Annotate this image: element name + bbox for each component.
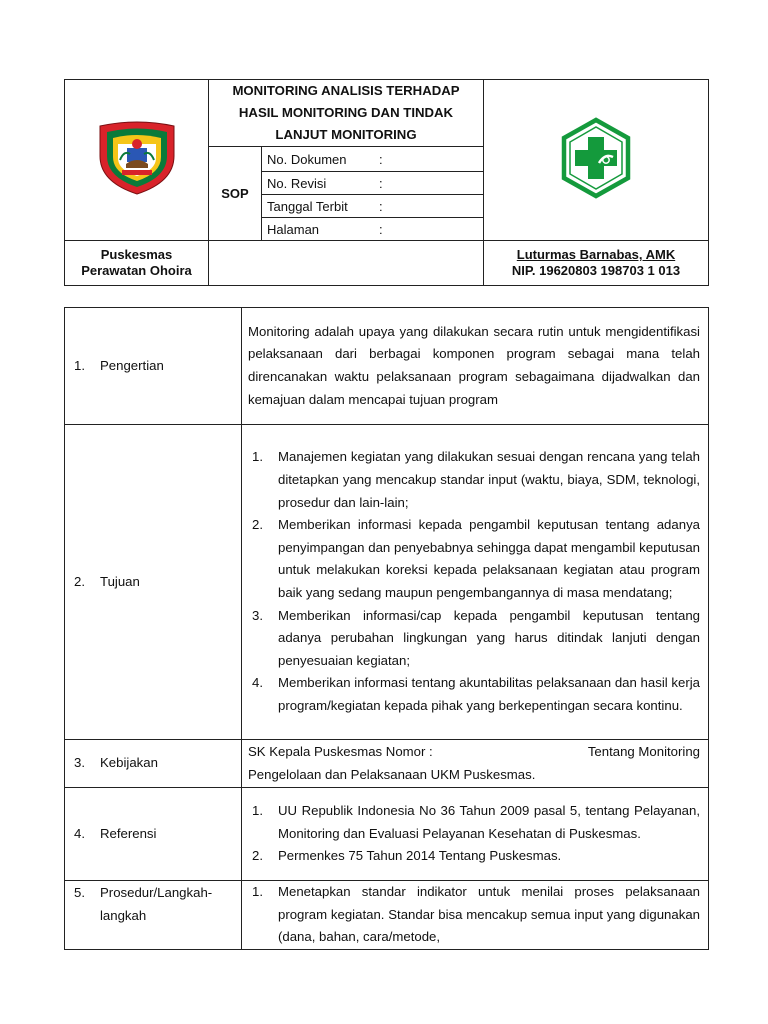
field-separator: : xyxy=(379,198,383,214)
item-text: Manajemen kegiatan yang dilakukan sesuai dengan rencana yang telah ditetapkan yang mencakup standar input (waktu, biaya, SDM, teknologi, prosedur dan lain-lain; xyxy=(278,449,700,510)
field-label: Halaman xyxy=(267,221,320,237)
field-separator: : xyxy=(379,151,383,167)
item-number: 2. xyxy=(252,517,263,533)
section-title: Tujuan xyxy=(100,573,140,589)
section-pengertian xyxy=(65,308,709,425)
field-label: No. Revisi xyxy=(267,175,327,191)
sop-label: SOP xyxy=(209,147,262,241)
item-number: 2. xyxy=(252,848,263,864)
item-number: 3. xyxy=(252,607,263,623)
section-number: 5. xyxy=(74,885,85,900)
section-title: Prosedur/Langkah-langkah xyxy=(100,885,213,923)
kebijakan-tentang: Tentang Monitoring xyxy=(587,743,700,759)
field-tanggal-terbit xyxy=(262,195,484,218)
section-label xyxy=(65,740,242,788)
section-label xyxy=(65,308,242,425)
right-logo-cell xyxy=(484,80,709,241)
sop-content-table xyxy=(64,307,709,950)
section-label xyxy=(65,881,242,950)
list-item xyxy=(248,446,700,514)
list-item xyxy=(248,881,700,949)
document-title xyxy=(209,80,484,147)
field-no-revisi xyxy=(262,172,484,195)
pengertian-text: Monitoring adalah upaya yang dilakukan secara rutin untuk mengidentifikasi pelaksanaan dari berbagai komponen program sebagai mana telah direncanakan waktu pelaksanaan program sebagaimana dijadwalkan dan kemajuan dalam mencapai tujuan program xyxy=(248,323,700,407)
field-separator: : xyxy=(379,221,383,237)
empty-cell xyxy=(209,241,484,286)
section-content xyxy=(242,740,709,788)
kebijakan-line-2: Pengelolaan dan Pelaksanaan UKM Puskesmas. xyxy=(248,766,536,782)
puskesmas-cross-logo xyxy=(555,117,637,199)
title-line-2: HASIL MONITORING DAN TINDAK xyxy=(238,105,454,120)
signatory-nip: NIP. 19620803 198703 1 013 xyxy=(511,263,681,278)
item-number: 1. xyxy=(252,884,263,899)
field-separator: : xyxy=(379,175,383,191)
field-halaman xyxy=(262,218,484,241)
section-tujuan xyxy=(65,425,709,740)
item-text: Memberikan informasi tentang akuntabilitas pelaksanaan dan hasil kerja program/kegiatan kepada pihak yang berkepentingan secara kontinu. xyxy=(278,675,700,713)
left-logo-cell xyxy=(65,80,209,241)
signatory-name: Luturmas Barnabas, AMK xyxy=(516,247,676,262)
item-text: Permenkes 75 Tahun 2014 Tentang Puskesmas. xyxy=(278,848,562,864)
puskesmas-line-1: Puskesmas xyxy=(100,247,173,262)
sop-header-table xyxy=(64,79,709,286)
section-content xyxy=(242,308,709,425)
list-item xyxy=(248,800,700,845)
section-content xyxy=(242,881,709,950)
section-title: Referensi xyxy=(100,825,157,841)
section-label xyxy=(65,788,242,881)
list-item xyxy=(248,845,700,868)
item-number: 1. xyxy=(252,449,263,465)
section-content xyxy=(242,788,709,881)
field-label: No. Dokumen xyxy=(267,151,347,167)
section-title: Kebijakan xyxy=(100,755,158,771)
regency-shield-logo xyxy=(96,120,178,196)
item-text: UU Republik Indonesia No 36 Tahun 2009 pasal 5, tentang Pelayanan, Monitoring dan Evaluasi Pelayanan Kesehatan di Puskesmas. xyxy=(278,803,700,841)
field-no-dokumen xyxy=(262,147,484,172)
item-text: Menetapkan standar indikator untuk menilai proses pelaksanaan program kegiatan. Standar bisa mencakup semua input yang digunakan (dana, bahan, cara/metode, xyxy=(278,884,700,945)
title-line-3: LANJUT MONITORING xyxy=(275,127,417,142)
signatory-block xyxy=(484,241,709,286)
item-text: Memberikan informasi/cap kepada pengambil keputusan tentang adanya perubahan lingkungan yang harus ditindak lanjuti dengan penyesuaian kegiatan; xyxy=(278,607,700,668)
section-prosedur xyxy=(65,881,709,950)
kebijakan-sk: SK Kepala Puskesmas Nomor : xyxy=(248,743,433,759)
list-item xyxy=(248,672,700,717)
section-label xyxy=(65,425,242,740)
title-line-1: MONITORING ANALISIS TERHADAP xyxy=(232,83,460,98)
puskesmas-name xyxy=(65,241,209,286)
section-number: 4. xyxy=(74,825,85,841)
field-label: Tanggal Terbit xyxy=(267,198,348,214)
section-referensi xyxy=(65,788,709,881)
section-number: 2. xyxy=(74,573,85,589)
item-number: 1. xyxy=(252,803,263,819)
section-number: 3. xyxy=(74,755,85,771)
section-kebijakan xyxy=(65,740,709,788)
puskesmas-line-2: Perawatan Ohoira xyxy=(81,263,192,278)
section-content xyxy=(242,425,709,740)
section-number: 1. xyxy=(74,357,85,373)
item-text: Memberikan informasi kepada pengambil keputusan tentang adanya penyimpangan dan penyebabnya sehingga dapat mengambil keputusan untuk melakukan koreksi kepada pelaksanaan kegiatan atau program baik yang sedang maupun pengembangannya di masa mendatang; xyxy=(278,517,700,600)
list-item xyxy=(248,514,700,604)
section-title: Pengertian xyxy=(100,357,164,373)
list-item xyxy=(248,605,700,673)
item-number: 4. xyxy=(252,675,263,691)
